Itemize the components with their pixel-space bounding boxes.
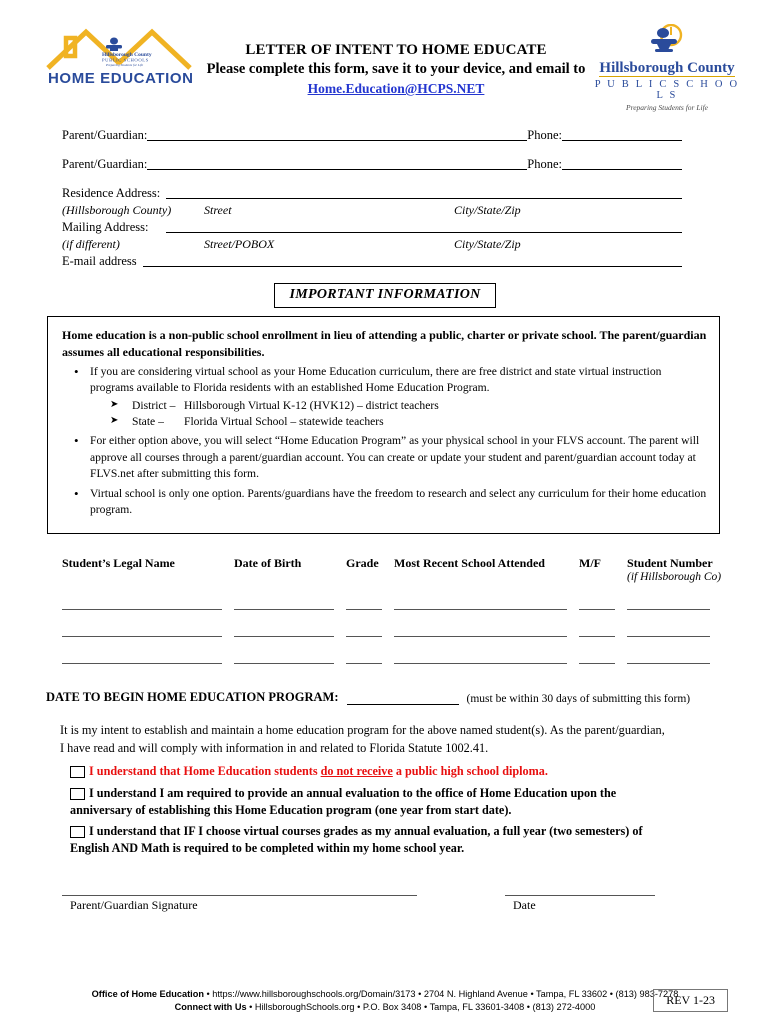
- important-bullet-1-text: If you are considering virtual school as your Home Education curriculum, there are free district and state virtual instruction programs available to Florida residents with an established Home Education Program.: [90, 364, 662, 395]
- svg-text:Preparing Students for Life: Preparing Students for Life: [106, 63, 144, 67]
- mailing-street-hint: Street/POBOX: [204, 237, 275, 251]
- mailing-different-note: (if different): [62, 237, 120, 251]
- important-bullet-3: • Virtual school is only one option. Parents/guardians have the freedom to research and select any curriculum for their home education program.: [62, 486, 707, 519]
- acknowledgement-text-2-cont: anniversary of establishing this Home Education program (one year from start date).: [70, 802, 512, 817]
- mailing-hints: [62, 237, 682, 252]
- revision-badge: REV 1-23: [653, 989, 728, 1012]
- parent1-row: [62, 128, 682, 143]
- page-subtitle: Please complete this form, save it to your device, and email to: [206, 61, 586, 77]
- contact-fields-section: [0, 112, 770, 269]
- student-number-input[interactable]: [627, 650, 710, 664]
- signature-section: [62, 882, 722, 913]
- parent2-phone-input[interactable]: [562, 157, 682, 170]
- district-text: Hillsborough Virtual K-12 (HVK12) – district teachers: [184, 398, 439, 412]
- virtual-option-state: [90, 414, 707, 430]
- virtual-option-district: [90, 398, 707, 414]
- start-date-note: (must be within 30 days of submitting this form): [466, 692, 691, 705]
- intent-line-1: It is my intent to establish and maintain a home education program for the above named student(s). As the parent/guardian,: [60, 722, 665, 737]
- email-link[interactable]: Home.Education@HCPS.NET: [307, 81, 485, 96]
- ack1-underlined: do not receive: [320, 763, 393, 778]
- table-row: [62, 650, 722, 664]
- important-bullet-2: • For either option above, you will select “Home Education Program” as your physical school in your FLVS account. The parent will approve all courses through a parent/guardian account. You can create or update your student and parent/guardian account today at FLVS.net after submitting this form.: [62, 433, 707, 482]
- email-link-wrapper: [200, 80, 592, 98]
- ack1-pre: I understand that Home Education students: [89, 763, 321, 778]
- column-header-dob: Date of Birth: [234, 555, 302, 570]
- dob-input[interactable]: [234, 623, 334, 637]
- important-bullet-1: [62, 364, 707, 431]
- footer-office-details: • https://www.hillsboroughschools.org/Domain/3173 • 2704 N. Highland Avenue • Tampa, FL 33602 • (813) 983-7278: [203, 989, 679, 999]
- acknowledgement-row-2[interactable]: [46, 785, 742, 803]
- parent1-phone-label: Phone:: [527, 128, 562, 142]
- residence-row: [62, 186, 682, 201]
- ack1-post: a public high school diploma.: [392, 763, 548, 778]
- hcps-name: Hillsborough County: [599, 60, 735, 76]
- footer-connect-details: • HillsboroughSchools.org • P.O. Box 3408 • Tampa, FL 33601-3408 • (813) 272-4000: [246, 1002, 596, 1012]
- signature-date-group: [505, 882, 655, 913]
- footer-office-label: Office of Home Education: [91, 989, 204, 999]
- svg-text:PUBLIC SCHOOLS: PUBLIC SCHOOLS: [102, 57, 149, 63]
- student-name-input[interactable]: [62, 623, 222, 637]
- dob-input[interactable]: [234, 650, 334, 664]
- parent2-label: Parent/Guardian:: [62, 157, 148, 171]
- start-date-input[interactable]: [347, 692, 459, 705]
- student-name-input[interactable]: [62, 596, 222, 610]
- ack3-line-1: I understand that IF I choose virtual courses grades as my annual evaluation, a full year (two semesters) of: [89, 823, 643, 838]
- dob-input[interactable]: [234, 596, 334, 610]
- acknowledgement-row-1[interactable]: [46, 763, 742, 781]
- ack2-line-1: I understand I am required to provide an annual evaluation to the office of Home Education upon the: [89, 786, 617, 801]
- grade-input[interactable]: [346, 623, 382, 637]
- start-date-row: [46, 690, 742, 705]
- mailing-input[interactable]: [166, 220, 682, 233]
- residence-label: Residence Address:: [62, 186, 161, 200]
- parent1-phone-input[interactable]: [562, 128, 682, 141]
- email-input[interactable]: [143, 254, 682, 267]
- important-information-box: [47, 316, 720, 534]
- column-header-student-number-label: Student Number: [627, 555, 713, 570]
- student-table: [62, 556, 722, 664]
- intent-line-2: I have read and will comply with information in and related to Florida Statute 1002.41.: [60, 741, 489, 756]
- parent2-phone-label: Phone:: [527, 157, 562, 171]
- mf-input[interactable]: [579, 650, 615, 664]
- district-label: District –: [132, 398, 176, 412]
- spacer: [62, 145, 682, 157]
- home-education-wordmark: HOME EDUCATION: [48, 70, 194, 87]
- column-header-school: Most Recent School Attended: [394, 555, 545, 570]
- acknowledgement-text-3: [89, 823, 643, 841]
- checkbox-annual-evaluation[interactable]: [70, 788, 85, 800]
- footer-connect-label: Connect with Us: [174, 1002, 247, 1012]
- school-input[interactable]: [394, 650, 567, 664]
- email-row: [62, 254, 682, 269]
- hcps-district-logo: [592, 22, 742, 112]
- table-row: [62, 623, 722, 637]
- column-header-student-number-note: (if Hillsborough Co): [627, 570, 722, 583]
- acknowledgement-text-3-cont: English AND Math is required to be completed within my home school year.: [70, 840, 465, 855]
- house-roof-icon: [40, 22, 200, 74]
- intent-statement: [46, 721, 742, 758]
- signature-date-label: Date: [513, 897, 536, 912]
- residence-county-note: (Hillsborough County): [62, 203, 172, 217]
- important-lead-text: Home education is a non-public school enrollment in lieu of attending a public, charter or private school. The parent/guardian assumes all educational responsibilities.: [62, 328, 707, 359]
- home-education-logo: [40, 22, 200, 92]
- mailing-row: [62, 220, 682, 235]
- page-title: LETTER OF INTENT TO HOME EDUCATE: [245, 42, 547, 58]
- residence-city-hint: City/State/Zip: [454, 203, 521, 217]
- parent1-input[interactable]: [147, 128, 527, 141]
- student-number-input[interactable]: [627, 623, 710, 637]
- acknowledgement-text-2: [89, 785, 616, 803]
- signature-input[interactable]: [62, 882, 417, 896]
- spacer: [62, 174, 682, 186]
- important-bullet-list: [62, 364, 707, 519]
- residence-hints: [62, 203, 682, 218]
- column-header-student-number: [627, 556, 722, 583]
- checkbox-diploma[interactable]: [70, 766, 85, 778]
- hcps-subtitle: P U B L I C S C H O O L S: [594, 79, 740, 101]
- mailing-label: Mailing Address:: [62, 220, 149, 234]
- signature-label: Parent/Guardian Signature: [70, 897, 198, 912]
- start-date-label: DATE TO BEGIN HOME EDUCATION PROGRAM:: [46, 689, 339, 704]
- hcps-tagline: Preparing Students for Life: [625, 103, 708, 112]
- signature-date-input[interactable]: [505, 882, 655, 896]
- mailing-city-hint: City/State/Zip: [454, 237, 521, 251]
- residence-street-hint: Street: [204, 203, 232, 217]
- declaration-section: [46, 690, 742, 856]
- mf-input[interactable]: [579, 623, 615, 637]
- lamp-crest-icon: [106, 38, 122, 52]
- document-title-block: [200, 22, 592, 98]
- parent2-input[interactable]: [147, 157, 527, 170]
- acknowledgement-text-1: [89, 763, 548, 781]
- virtual-options-list: [90, 398, 707, 431]
- student-table-header: [62, 556, 722, 583]
- important-information-title: IMPORTANT INFORMATION: [274, 283, 495, 308]
- state-text: Florida Virtual School – statewide teachers: [184, 414, 384, 428]
- table-row: [62, 596, 722, 610]
- column-header-student-name: Student’s Legal Name: [62, 555, 175, 570]
- lamp-of-knowledge-icon: [641, 24, 693, 54]
- parent2-row: [62, 157, 682, 172]
- email-label: E-mail address: [62, 254, 137, 268]
- student-number-input[interactable]: [627, 596, 710, 610]
- grade-input[interactable]: [346, 650, 382, 664]
- page-header: [0, 0, 770, 112]
- acknowledgement-row-3[interactable]: [46, 823, 742, 841]
- mf-input[interactable]: [579, 596, 615, 610]
- school-input[interactable]: [394, 623, 567, 637]
- grade-input[interactable]: [346, 596, 382, 610]
- important-information-title-wrap: [0, 283, 770, 308]
- checkbox-virtual-courses[interactable]: [70, 826, 85, 838]
- column-header-grade: Grade: [346, 555, 379, 570]
- residence-input[interactable]: [166, 186, 682, 199]
- parent1-label: Parent/Guardian:: [62, 128, 148, 142]
- signature-field-group: [62, 882, 417, 913]
- student-name-input[interactable]: [62, 650, 222, 664]
- svg-text:Hillsborough County: Hillsborough County: [102, 52, 152, 58]
- state-label: State –: [132, 414, 164, 428]
- school-input[interactable]: [394, 596, 567, 610]
- column-header-mf: M/F: [579, 555, 601, 570]
